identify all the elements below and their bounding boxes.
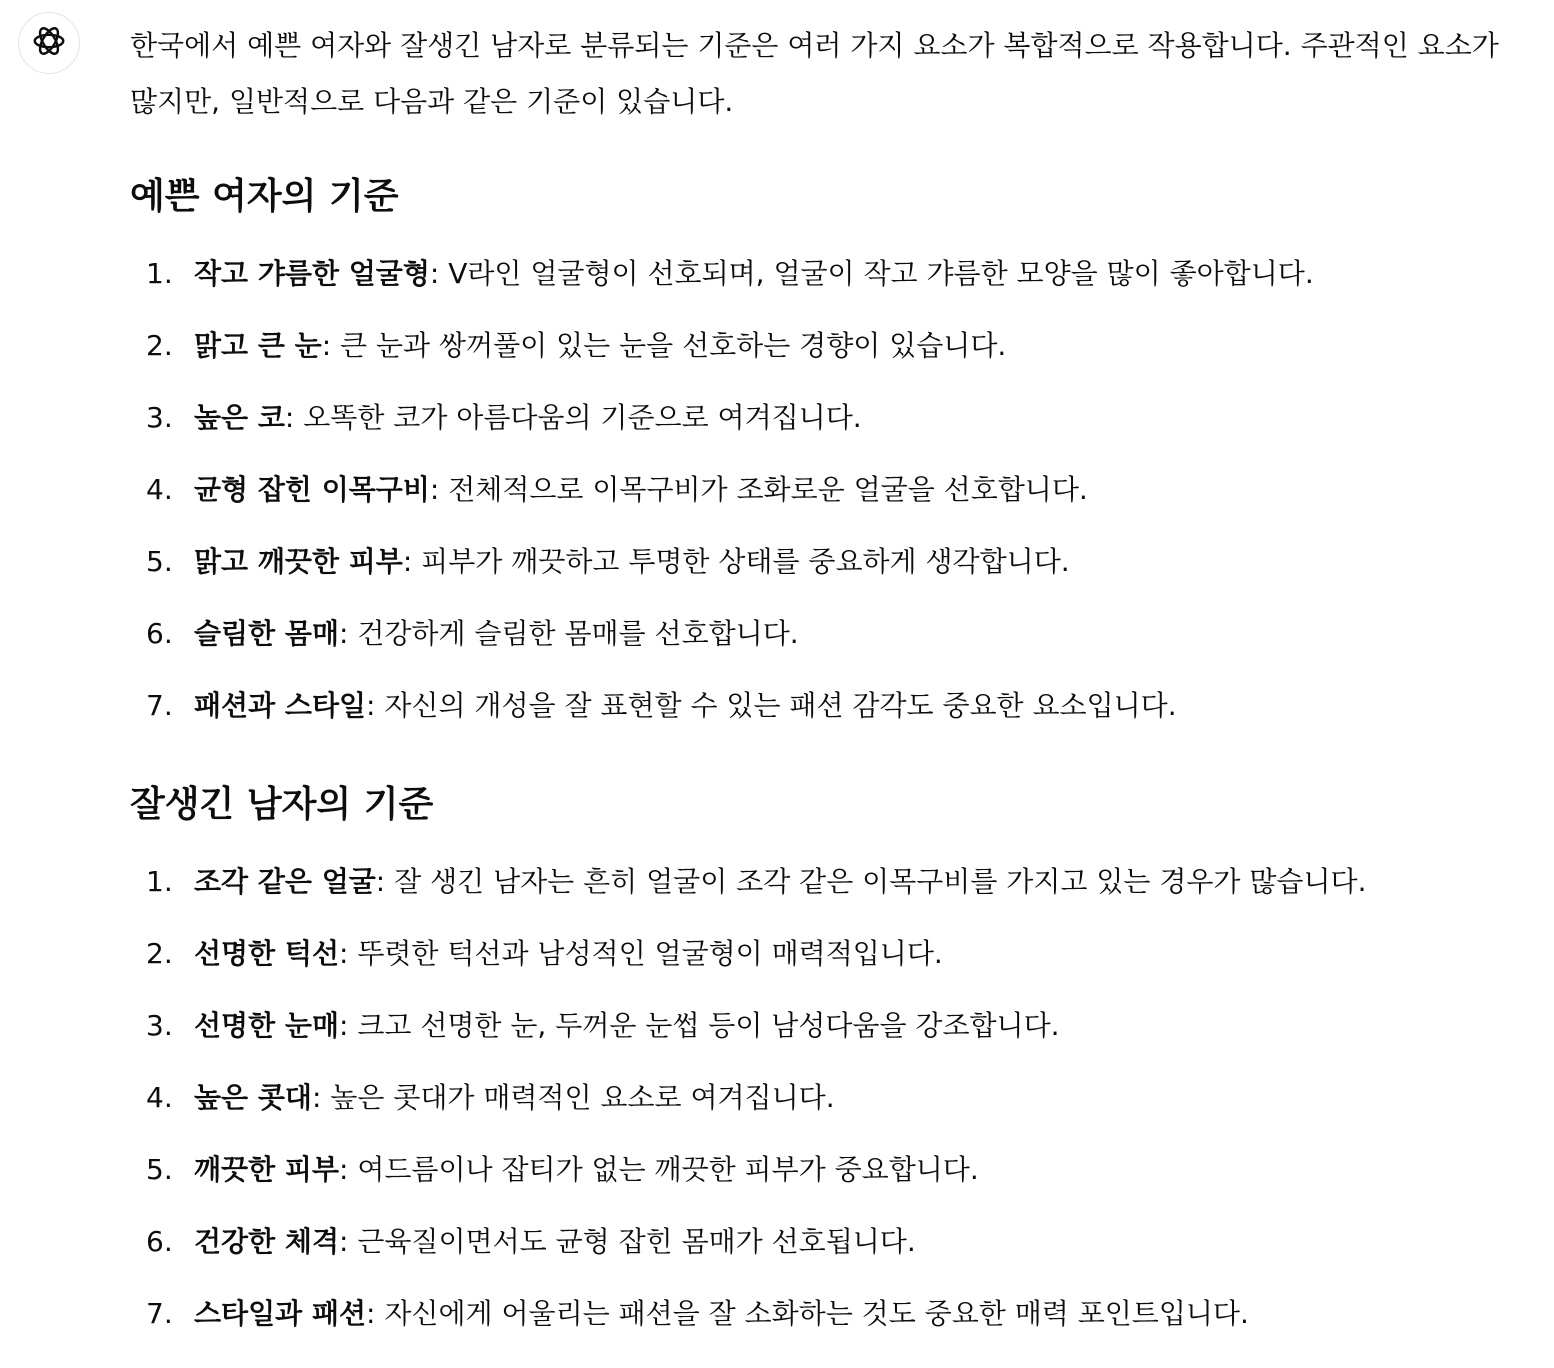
criterion-desc: : 피부가 깨끗하고 투명한 상태를 중요하게 생각합니다. <box>402 545 1070 578</box>
intro-paragraph: 한국에서 예쁜 여자와 잘생긴 남자로 분류되는 기준은 여러 가지 요소가 복합적으로 작용합니다. 주관적인 요소가 많지만, 일반적으로 다음과 같은 기준이 있습니다. <box>130 29 1499 118</box>
criterion-term: 균형 잡힌 이목구비 <box>194 473 430 506</box>
criterion-term: 조각 같은 얼굴 <box>194 865 376 898</box>
criterion-desc: : 자신의 개성을 잘 표현할 수 있는 패션 감각도 중요한 요소입니다. <box>366 689 1177 722</box>
assistant-message <box>130 18 1530 1330</box>
list-number: 7. <box>146 1297 173 1330</box>
criterion-desc: : 높은 콧대가 매력적인 요소로 여겨집니다. <box>311 1081 835 1114</box>
criterion-term: 선명한 턱선 <box>194 937 339 970</box>
criterion-term: 맑고 깨끗한 피부 <box>194 545 403 578</box>
criterion-term: 맑고 큰 눈 <box>194 329 322 362</box>
list-number: 1. <box>146 865 173 898</box>
criterion-term: 패션과 스타일 <box>194 689 367 722</box>
criterion-term: 스타일과 패션 <box>194 1297 367 1330</box>
list-number: 4. <box>146 473 173 506</box>
criterion-term: 선명한 눈매 <box>194 1009 339 1042</box>
list-number: 7. <box>146 689 173 722</box>
list-number: 4. <box>146 1081 173 1114</box>
criterion-desc: : 건강하게 슬림한 몸매를 선호합니다. <box>339 617 799 650</box>
section-title-men: 잘생긴 남자의 기준 <box>130 784 434 825</box>
criterion-term: 슬림한 몸매 <box>194 617 339 650</box>
openai-logo-icon <box>30 22 68 64</box>
list-number: 3. <box>146 1009 173 1042</box>
list-number: 6. <box>146 617 173 650</box>
criterion-desc: : 여드름이나 잡티가 없는 깨끗한 피부가 중요합니다. <box>339 1153 979 1186</box>
section-title-women: 예쁜 여자의 기준 <box>130 176 399 217</box>
criterion-term: 작고 갸름한 얼굴형 <box>194 257 430 290</box>
criterion-desc: : 자신에게 어울리는 패션을 잘 소화하는 것도 중요한 매력 포인트입니다. <box>366 1297 1249 1330</box>
criterion-desc: : 큰 눈과 쌍꺼풀이 있는 눈을 선호하는 경향이 있습니다. <box>321 329 1007 362</box>
criterion-term: 높은 코 <box>194 401 285 434</box>
criterion-desc: : 오똑한 코가 아름다움의 기준으로 여겨집니다. <box>284 401 862 434</box>
list-number: 5. <box>146 545 173 578</box>
criterion-desc: : 전체적으로 이목구비가 조화로운 얼굴을 선호합니다. <box>429 473 1088 506</box>
criterion-term: 높은 콧대 <box>194 1081 312 1114</box>
list-number: 2. <box>146 937 173 970</box>
criterion-term: 건강한 체격 <box>194 1225 339 1258</box>
list-number: 6. <box>146 1225 173 1258</box>
criterion-desc: : 근육질이면서도 균형 잡힌 몸매가 선호됩니다. <box>339 1225 916 1258</box>
criterion-desc: : 뚜렷한 턱선과 남성적인 얼굴형이 매력적입니다. <box>339 937 943 970</box>
criterion-term: 깨끗한 피부 <box>194 1153 339 1186</box>
criterion-desc: : V라인 얼굴형이 선호되며, 얼굴이 작고 갸름한 모양을 많이 좋아합니다. <box>429 257 1314 290</box>
list-number: 2. <box>146 329 173 362</box>
list-number: 5. <box>146 1153 173 1186</box>
criterion-desc: : 잘 생긴 남자는 흔히 얼굴이 조각 같은 이목구비를 가지고 있는 경우가 많습니다. <box>375 865 1367 898</box>
list-number: 1. <box>146 257 173 290</box>
list-number: 3. <box>146 401 173 434</box>
assistant-avatar <box>18 12 80 74</box>
criterion-desc: : 크고 선명한 눈, 두꺼운 눈썹 등이 남성다움을 강조합니다. <box>339 1009 1060 1042</box>
